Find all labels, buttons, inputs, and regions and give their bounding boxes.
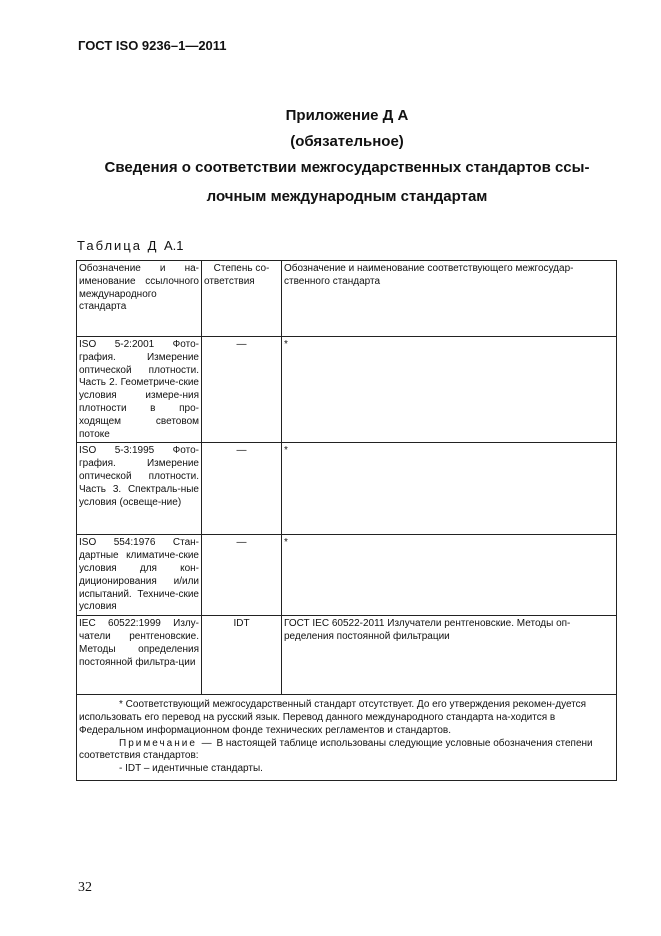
row-national: * (282, 443, 617, 535)
table-row (77, 535, 617, 616)
note-text: В настоящей таблице использованы следующие условные обозначения степени соответствия стандартов: (79, 737, 593, 762)
row-national: * (282, 535, 617, 616)
table-row (77, 337, 617, 443)
table-header-row (77, 261, 617, 337)
table-row (77, 443, 617, 535)
page-number: 32 (78, 880, 92, 895)
note (79, 738, 614, 764)
annex-status: (обязательное) (290, 133, 404, 150)
footnote: * Соответствующий межгосударственный стандарт отсутствует. До его утверждения рекомен-дуется использовать его перевод на русский язык. Перевод данного международного стандарта на-ходится в Федеральном информационном фонде технических регламентов и стандартов. (79, 699, 587, 736)
annex-heading-line2: лочным международным стандартам (206, 188, 488, 205)
table-row (77, 616, 617, 695)
row-national: * (282, 337, 617, 443)
correspondence-table (76, 260, 617, 781)
note-item: - IDT – идентичные стандарты. (119, 763, 263, 775)
row-degree: — (202, 535, 282, 616)
document-header: ГОСТ ISO 9236–1—2011 (78, 38, 227, 53)
table-caption (77, 238, 184, 253)
header-degree: Степень со-ответствия (202, 261, 282, 337)
annex-heading-line1: Сведения о соответствии межгосударственных стандартов ссы- (104, 159, 590, 176)
row-reference: ISO 5-3:1995 Фото-графия. Измерение оптической плотности. Часть 3. Спектраль-ные условия (освеще-ние) (77, 443, 202, 535)
table-notes (77, 695, 617, 781)
row-degree: — (202, 337, 282, 443)
row-reference: IEC 60522:1999 Излу-чатели рентгеновские. Методы определения постоянной фильтра-ции (77, 616, 202, 695)
header-reference-standard: Обозначение и на-именование ссылочного международного стандарта (77, 261, 202, 337)
row-reference: ISO 5-2:2001 Фото-графия. Измерение оптической плотности. Часть 2. Геометриче-ские условия измере-ния плотности в про-ходящем световом потоке (77, 337, 202, 443)
annex-title: Приложение Д А (285, 107, 409, 124)
row-national: ГОСТ IEC 60522-2011 Излучатели рентгеновские. Методы оп-ределения постоянной фильтрации (282, 616, 617, 695)
table-caption-number: А.1 (164, 238, 184, 253)
table-note-row (77, 695, 617, 781)
row-degree: IDT (202, 616, 282, 695)
header-national-standard: Обозначение и наименование соответствующего межгосудар-ственного стандарта (282, 261, 617, 337)
table-caption-prefix: Таблица Д (77, 238, 159, 253)
note-label: Примечание — (119, 737, 214, 749)
row-reference: ISO 554:1976 Стан-дартные климатиче-ские условия для кон-диционирования и/или испытаний. Техниче-ские условия (77, 535, 202, 616)
row-degree: — (202, 443, 282, 535)
